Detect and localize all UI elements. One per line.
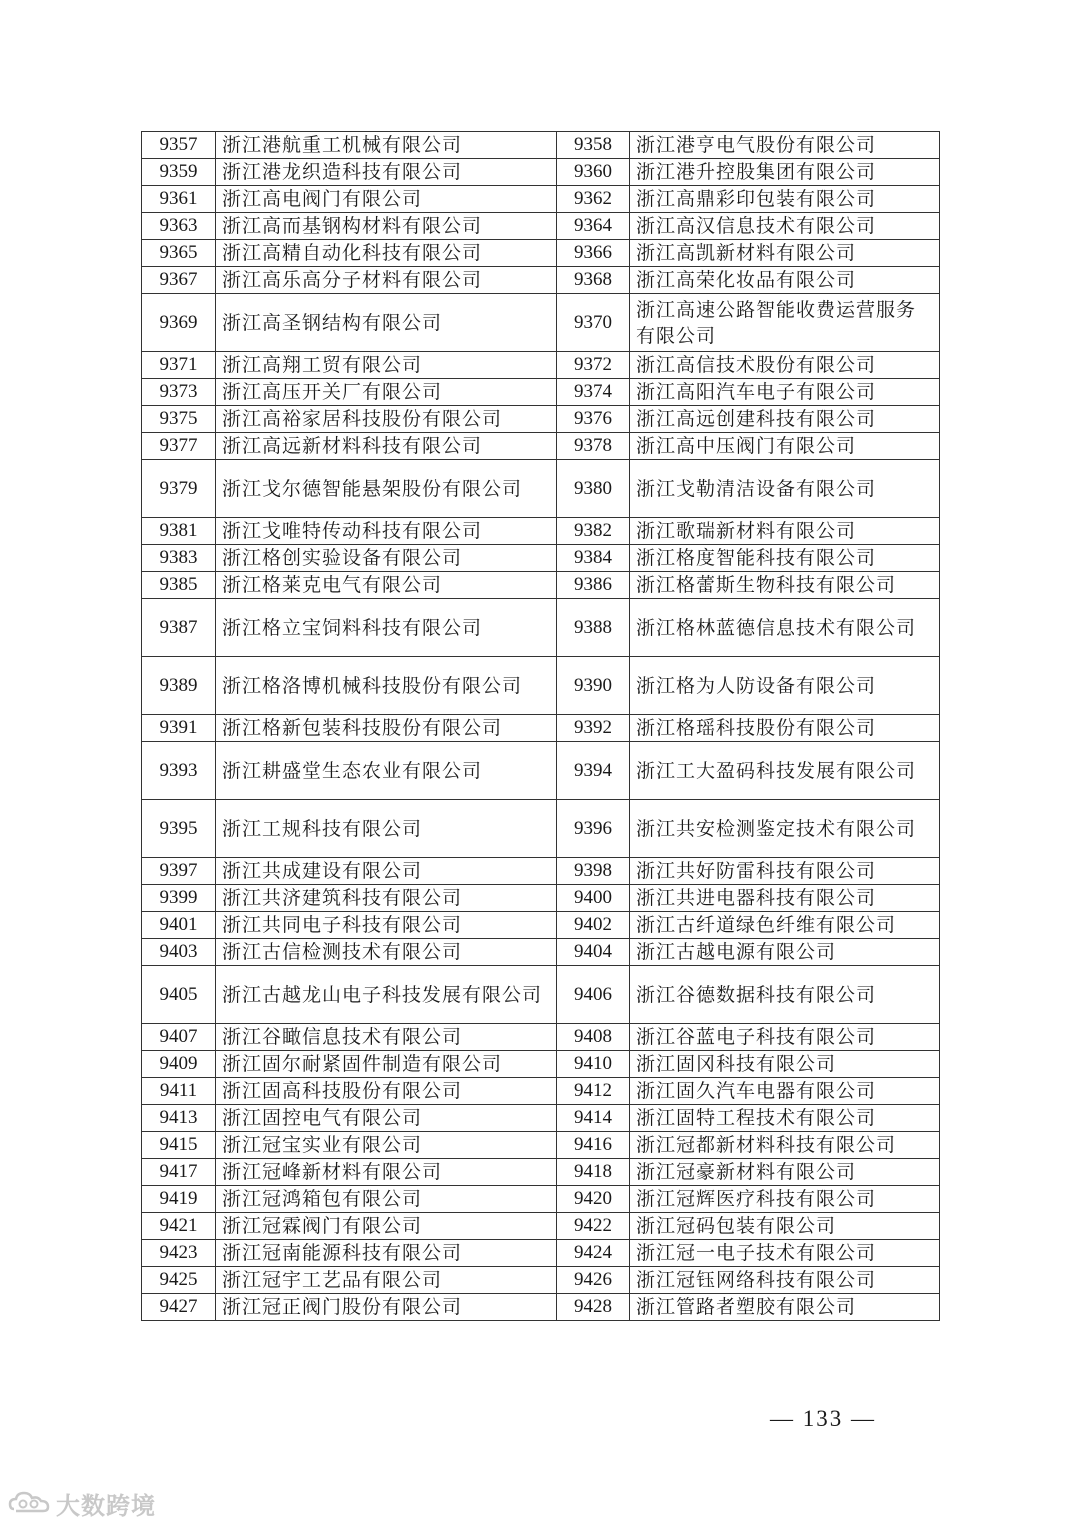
table-row	[142, 159, 940, 186]
entry-number: 9393	[142, 742, 216, 800]
company-name: 浙江高电阀门有限公司	[216, 186, 557, 213]
entry-number: 9414	[557, 1105, 630, 1132]
table-row	[142, 240, 940, 267]
entry-number: 9379	[142, 460, 216, 518]
table-row	[142, 742, 940, 800]
company-name: 浙江共安检测鉴定技术有限公司	[630, 800, 940, 858]
company-name: 浙江管路者塑胶有限公司	[630, 1294, 940, 1321]
entry-number: 9384	[557, 545, 630, 572]
company-name: 浙江古越龙山电子科技发展有限公司	[216, 966, 557, 1024]
company-name: 浙江高凯新材料有限公司	[630, 240, 940, 267]
entry-number: 9377	[142, 433, 216, 460]
company-name: 浙江高速公路智能收费运营服务有限公司	[630, 294, 940, 352]
entry-number: 9358	[557, 132, 630, 159]
entry-number: 9424	[557, 1240, 630, 1267]
company-name: 浙江高鼎彩印包装有限公司	[630, 186, 940, 213]
entry-number: 9394	[557, 742, 630, 800]
entry-number: 9411	[142, 1078, 216, 1105]
company-name: 浙江高精自动化科技有限公司	[216, 240, 557, 267]
company-name: 浙江冠码包装有限公司	[630, 1213, 940, 1240]
table-body	[142, 132, 940, 1321]
entry-number: 9418	[557, 1159, 630, 1186]
company-name: 浙江格创实验设备有限公司	[216, 545, 557, 572]
table-row	[142, 800, 940, 858]
entry-number: 9402	[557, 912, 630, 939]
table-row	[142, 885, 940, 912]
table-row	[142, 379, 940, 406]
company-name: 浙江高中压阀门有限公司	[630, 433, 940, 460]
table-row	[142, 599, 940, 657]
entry-number: 9415	[142, 1132, 216, 1159]
entry-number: 9405	[142, 966, 216, 1024]
entry-number: 9425	[142, 1267, 216, 1294]
company-name: 浙江谷德数据科技有限公司	[630, 966, 940, 1024]
entry-number: 9392	[557, 715, 630, 742]
entry-number: 9403	[142, 939, 216, 966]
entry-number: 9408	[557, 1024, 630, 1051]
entry-number: 9381	[142, 518, 216, 545]
company-name: 浙江戈唯特传动科技有限公司	[216, 518, 557, 545]
company-name: 浙江固久汽车电器有限公司	[630, 1078, 940, 1105]
company-name: 浙江高压开关厂有限公司	[216, 379, 557, 406]
entry-number: 9388	[557, 599, 630, 657]
table-row	[142, 1267, 940, 1294]
company-name: 浙江戈勒清洁设备有限公司	[630, 460, 940, 518]
entry-number: 9406	[557, 966, 630, 1024]
company-name: 浙江格蕾斯生物科技有限公司	[630, 572, 940, 599]
company-name: 浙江高阳汽车电子有限公司	[630, 379, 940, 406]
company-name: 浙江工规科技有限公司	[216, 800, 557, 858]
entry-number: 9386	[557, 572, 630, 599]
company-name: 浙江固尔耐紧固件制造有限公司	[216, 1051, 557, 1078]
entry-number: 9416	[557, 1132, 630, 1159]
table-row	[142, 1132, 940, 1159]
page-number: — 133 —	[770, 1406, 876, 1431]
table-row	[142, 1213, 940, 1240]
company-name: 浙江冠鸿箱包有限公司	[216, 1186, 557, 1213]
company-name: 浙江固特工程技术有限公司	[630, 1105, 940, 1132]
table-row	[142, 939, 940, 966]
entry-number: 9421	[142, 1213, 216, 1240]
entry-number: 9401	[142, 912, 216, 939]
table-row	[142, 1294, 940, 1321]
entry-number: 9404	[557, 939, 630, 966]
table-row	[142, 213, 940, 240]
company-name: 浙江冠一电子技术有限公司	[630, 1240, 940, 1267]
table-row	[142, 352, 940, 379]
entry-number: 9400	[557, 885, 630, 912]
company-name: 浙江谷瞰信息技术有限公司	[216, 1024, 557, 1051]
company-name: 浙江冠都新材料科技有限公司	[630, 1132, 940, 1159]
entry-number: 9361	[142, 186, 216, 213]
entry-number: 9427	[142, 1294, 216, 1321]
table-row	[142, 1078, 940, 1105]
entry-number: 9385	[142, 572, 216, 599]
company-name: 浙江古越电源有限公司	[630, 939, 940, 966]
company-name: 浙江古信检测技术有限公司	[216, 939, 557, 966]
entry-number: 9368	[557, 267, 630, 294]
entry-number: 9410	[557, 1051, 630, 1078]
company-name: 浙江共成建设有限公司	[216, 858, 557, 885]
table-row	[142, 186, 940, 213]
company-list-table	[141, 131, 940, 1321]
company-name: 浙江高翔工贸有限公司	[216, 352, 557, 379]
company-name: 浙江港航重工机械有限公司	[216, 132, 557, 159]
entry-number: 9398	[557, 858, 630, 885]
table-row	[142, 657, 940, 715]
company-name: 浙江高远创建科技有限公司	[630, 406, 940, 433]
entry-number: 9390	[557, 657, 630, 715]
company-name: 浙江谷蓝电子科技有限公司	[630, 1024, 940, 1051]
company-name: 浙江高乐高分子材料有限公司	[216, 267, 557, 294]
company-name: 浙江冠豪新材料有限公司	[630, 1159, 940, 1186]
company-name: 浙江冠南能源科技有限公司	[216, 1240, 557, 1267]
table-row	[142, 1159, 940, 1186]
entry-number: 9397	[142, 858, 216, 885]
company-name: 浙江高裕家居科技股份有限公司	[216, 406, 557, 433]
entry-number: 9391	[142, 715, 216, 742]
company-name: 浙江共同电子科技有限公司	[216, 912, 557, 939]
company-name: 浙江冠霖阀门有限公司	[216, 1213, 557, 1240]
entry-number: 9395	[142, 800, 216, 858]
table-row	[142, 132, 940, 159]
entry-number: 9376	[557, 406, 630, 433]
entry-number: 9380	[557, 460, 630, 518]
company-name: 浙江固控电气有限公司	[216, 1105, 557, 1132]
table-row	[142, 267, 940, 294]
table-row	[142, 406, 940, 433]
entry-number: 9371	[142, 352, 216, 379]
entry-number: 9362	[557, 186, 630, 213]
entry-number: 9387	[142, 599, 216, 657]
table-row	[142, 572, 940, 599]
table-row	[142, 294, 940, 352]
entry-number: 9383	[142, 545, 216, 572]
entry-number: 9422	[557, 1213, 630, 1240]
company-name: 浙江格新包装科技股份有限公司	[216, 715, 557, 742]
table-row	[142, 912, 940, 939]
entry-number: 9370	[557, 294, 630, 352]
table-row	[142, 460, 940, 518]
entry-number: 9373	[142, 379, 216, 406]
table-row	[142, 715, 940, 742]
company-name: 浙江格为人防设备有限公司	[630, 657, 940, 715]
table-row	[142, 1105, 940, 1132]
company-name: 浙江格洛博机械科技股份有限公司	[216, 657, 557, 715]
company-name: 浙江戈尔德智能悬架股份有限公司	[216, 460, 557, 518]
table-row	[142, 1024, 940, 1051]
watermark-text: 大数跨境	[56, 1491, 156, 1520]
entry-number: 9363	[142, 213, 216, 240]
company-name: 浙江固冈科技有限公司	[630, 1051, 940, 1078]
company-name: 浙江格林蓝德信息技术有限公司	[630, 599, 940, 657]
entry-number: 9378	[557, 433, 630, 460]
entry-number: 9366	[557, 240, 630, 267]
entry-number: 9420	[557, 1186, 630, 1213]
entry-number: 9375	[142, 406, 216, 433]
entry-number: 9360	[557, 159, 630, 186]
entry-number: 9365	[142, 240, 216, 267]
company-name: 浙江高荣化妆品有限公司	[630, 267, 940, 294]
table-row	[142, 518, 940, 545]
company-name: 浙江冠峰新材料有限公司	[216, 1159, 557, 1186]
company-name: 浙江港亨电气股份有限公司	[630, 132, 940, 159]
entry-number: 9419	[142, 1186, 216, 1213]
company-name: 浙江冠正阀门股份有限公司	[216, 1294, 557, 1321]
company-name: 浙江格莱克电气有限公司	[216, 572, 557, 599]
entry-number: 9374	[557, 379, 630, 406]
table-row	[142, 545, 940, 572]
entry-number: 9367	[142, 267, 216, 294]
entry-number: 9412	[557, 1078, 630, 1105]
cloud-logo-icon	[8, 1489, 52, 1517]
table-row	[142, 858, 940, 885]
company-name: 浙江固高科技股份有限公司	[216, 1078, 557, 1105]
company-name: 浙江港龙织造科技有限公司	[216, 159, 557, 186]
entry-number: 9423	[142, 1240, 216, 1267]
entry-number: 9409	[142, 1051, 216, 1078]
company-name: 浙江冠宇工艺品有限公司	[216, 1267, 557, 1294]
entry-number: 9428	[557, 1294, 630, 1321]
company-name: 浙江古纤道绿色纤维有限公司	[630, 912, 940, 939]
entry-number: 9369	[142, 294, 216, 352]
entry-number: 9413	[142, 1105, 216, 1132]
entry-number: 9417	[142, 1159, 216, 1186]
company-name: 浙江耕盛堂生态农业有限公司	[216, 742, 557, 800]
company-name: 浙江冠辉医疗科技有限公司	[630, 1186, 940, 1213]
company-name: 浙江高远新材料科技有限公司	[216, 433, 557, 460]
entry-number: 9357	[142, 132, 216, 159]
table-row	[142, 1186, 940, 1213]
entry-number: 9426	[557, 1267, 630, 1294]
company-name: 浙江高圣钢结构有限公司	[216, 294, 557, 352]
table-row	[142, 1051, 940, 1078]
table-row	[142, 433, 940, 460]
company-name: 浙江冠钰网络科技有限公司	[630, 1267, 940, 1294]
watermark	[8, 1487, 156, 1519]
company-name: 浙江格立宝饲料科技有限公司	[216, 599, 557, 657]
company-name: 浙江共进电器科技有限公司	[630, 885, 940, 912]
company-name: 浙江高信技术股份有限公司	[630, 352, 940, 379]
company-name: 浙江冠宝实业有限公司	[216, 1132, 557, 1159]
entry-number: 9396	[557, 800, 630, 858]
company-name: 浙江港升控股集团有限公司	[630, 159, 940, 186]
company-name: 浙江共济建筑科技有限公司	[216, 885, 557, 912]
company-name: 浙江高而基钢构材料有限公司	[216, 213, 557, 240]
table-row	[142, 966, 940, 1024]
company-name: 浙江高汉信息技术有限公司	[630, 213, 940, 240]
entry-number: 9407	[142, 1024, 216, 1051]
entry-number: 9399	[142, 885, 216, 912]
company-name: 浙江歌瑞新材料有限公司	[630, 518, 940, 545]
company-name: 浙江工大盈码科技发展有限公司	[630, 742, 940, 800]
table-row	[142, 1240, 940, 1267]
entry-number: 9359	[142, 159, 216, 186]
company-name: 浙江共好防雷科技有限公司	[630, 858, 940, 885]
entry-number: 9382	[557, 518, 630, 545]
company-name: 浙江格度智能科技有限公司	[630, 545, 940, 572]
company-name: 浙江格瑶科技股份有限公司	[630, 715, 940, 742]
entry-number: 9364	[557, 213, 630, 240]
entry-number: 9372	[557, 352, 630, 379]
entry-number: 9389	[142, 657, 216, 715]
